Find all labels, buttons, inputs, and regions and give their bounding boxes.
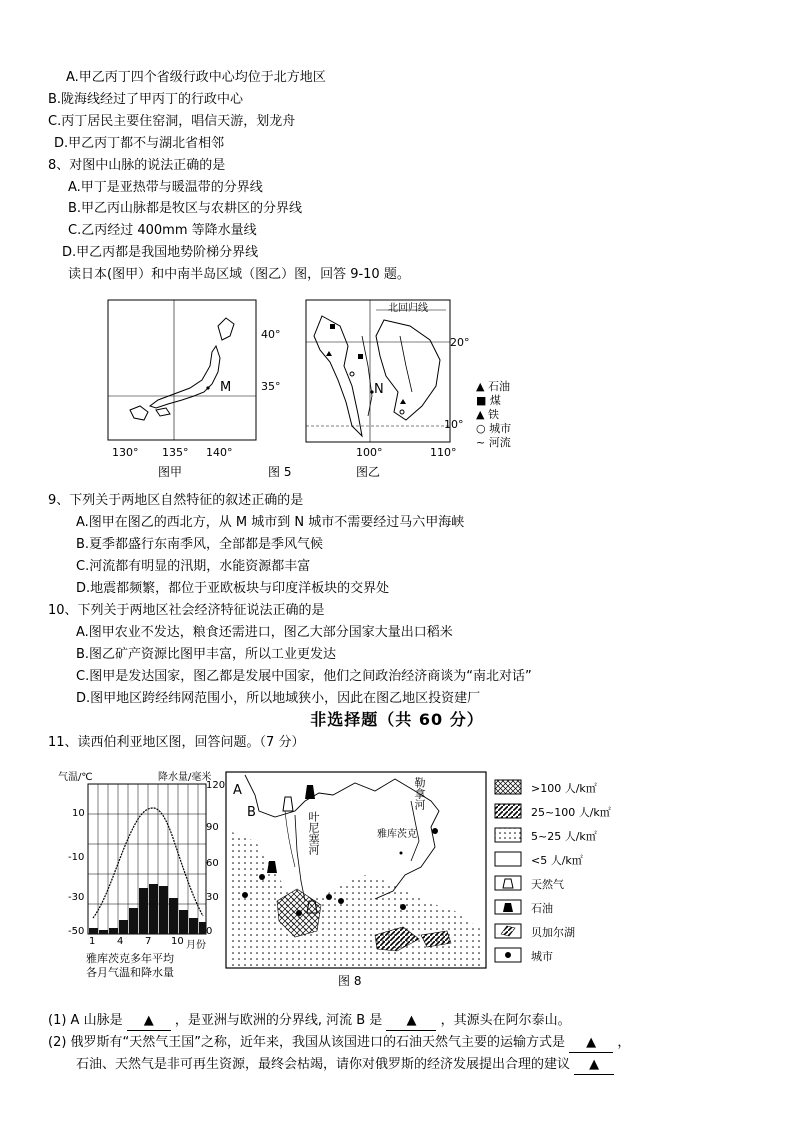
legend-river-label: 河流 [488,436,511,449]
legend-city: ○ 城市 [476,422,512,435]
q11-part2-line2 [76,1056,614,1075]
climate-x-tick-10: 10 [171,936,184,947]
q8-stem: 8、对图中山脉的说法正确的是 [48,158,226,173]
map-a-lon-135: 135° [162,446,189,459]
city-yakutsk-label: 雅库茨克 [377,829,417,840]
map-a-lat-40: 40° [261,328,281,341]
climate-right-tick-30: 30 [206,892,219,903]
climate-right-axis-title: 降水量/毫米 [158,772,212,783]
river-lena-label: 勒拿河 [413,777,426,810]
intro-9-10: 读日本(图甲）和中南半岛区域（图乙）图，回答 9-10 题。 [68,267,410,282]
siberia-map [225,771,489,971]
climate-left-axis-title: 气温/℃ [58,772,93,783]
fig8-caption: 图 8 [338,974,362,988]
legend-natural-gas: 天然气 [531,878,564,891]
legend-density-100: >100 人/k㎡ [531,782,597,795]
q11-part2-post: ， [617,1035,631,1050]
answer-mark: ▲ [406,1013,417,1028]
legend-baikal: 贝加尔湖 [531,926,575,939]
q11-part2-blank-a[interactable] [569,1034,613,1053]
legend-river: ~ 河流 [476,436,511,449]
climate-caption-1: 雅库茨克多年平均 [86,952,174,965]
q10-stem: 10、下列关于两地区社会经济特征说法正确的是 [48,603,325,618]
figure-5 [100,296,520,482]
climate-x-tick-4: 4 [117,936,124,947]
q10-option-c: C.图甲是发达国家，图乙都是发展中国家，他们之间政治经济商谈为“南北对话” [76,669,532,684]
map-b-lon-100: 100° [356,446,383,459]
map-a-lat-35: 35° [261,380,281,393]
legend-density-25-100: 25~100 人/k㎡ [531,806,611,819]
q8-option-a: A.甲丁是亚热带与暖温带的分界线 [68,180,263,195]
q11-part1-mid: ，是亚洲与欧洲的分界线, 河流 B 是 [174,1013,383,1028]
legend-city-8: 城市 [531,950,553,963]
q10-option-d: D.图甲地区跨经纬网范围小，所以地域狭小，因此在图乙地区投资建厂 [76,691,481,706]
legend-coal-label: 煤 [489,394,501,407]
climate-chart [58,768,226,979]
q10-option-a: A.图甲农业不发达，粮食还需进口，图乙大部分国家大量出口稻米 [76,625,453,640]
fig5-caption-b: 图乙 [356,465,381,479]
map-b-lon-110: 110° [430,446,457,459]
q11-part2-line2-text: 石油、天然气是非可再生资源，最终会枯竭，请你对俄罗斯的经济发展提出合理的建议 [76,1057,571,1072]
answer-mark: ▲ [143,1013,154,1028]
q7-option-b: B.陇海线经过了甲丙丁的行政中心 [48,92,244,107]
q7-option-c: C.丙丁居民主要住窑洞，唱信天游，划龙舟 [48,114,296,129]
climate-left-tick-10: 10 [72,808,85,819]
fig5-caption-mid: 图 5 [268,465,292,479]
river-yenisei-label: 叶尼塞河 [307,811,320,855]
q11-part1-post: ，其源头在阿尔泰山。 [440,1013,571,1028]
map8-legend-swatches [493,776,527,966]
q11-part1-blank-a[interactable] [127,1012,171,1031]
map-a-lon-130: 130° [112,446,139,459]
legend-oil-8: 石油 [531,902,553,915]
legend-density-5-25: 5~25 人/k㎡ [531,830,597,843]
climate-right-tick-0: 0 [206,926,213,937]
climate-right-tick-60: 60 [206,858,219,869]
q10-option-b: B.图乙矿产资源比图甲丰富，所以工业更发达 [76,647,337,662]
map-label-b: B [247,805,256,820]
q9-option-a: A.图甲在图乙的西北方，从 M 城市到 N 城市不需要经过马六甲海峡 [76,515,465,530]
map-b-lat-20: 20° [450,336,470,349]
legend-oil-label: 石油 [487,380,510,393]
q8-option-b: B.甲乙丙山脉都是牧区与农耕区的分界线 [68,201,303,216]
climate-left-tick-m10: -10 [68,852,85,863]
climate-x-tick-7: 7 [145,936,152,947]
q11-part2-pre: (2) 俄罗斯有“天然气王国”之称，近年来，我国从该国进口的石油天然气主要的运输方式是 [48,1035,566,1050]
answer-mark: ▲ [586,1035,597,1050]
map-a-lon-140: 140° [206,446,233,459]
climate-left-tick-m50: -50 [68,926,85,937]
section-title: 非选择题（共 60 分） [310,710,484,729]
climate-x-unit: 月份 [186,940,206,951]
legend-density-5: <5 人/k㎡ [531,854,583,867]
q11-part1-pre: (1) A 山脉是 [48,1013,123,1028]
q9-option-c: C.河流都有明显的汛期，水能资源都丰富 [76,559,311,574]
q7-option-d: D.甲乙丙丁都不与湖北省相邻 [54,136,225,151]
q11-part1-blank-b[interactable] [386,1012,436,1031]
q9-stem: 9、下列关于两地区自然特征的叙述正确的是 [48,493,304,508]
legend-city-label: 城市 [489,422,512,435]
legend-iron: ▲ 铁 [476,408,499,421]
legend-iron-label: 铁 [487,408,499,421]
map-b-marker-n: N [374,382,384,397]
climate-right-tick-90: 90 [206,822,219,833]
q8-option-d: D.甲乙丙都是我国地势阶梯分界线 [62,245,259,260]
climate-caption-2: 各月气温和降水量 [86,966,174,979]
q7-option-a: A.甲乙丙丁四个省级行政中心均位于北方地区 [66,70,326,85]
q11-part2-blank-b[interactable] [574,1056,614,1075]
map-b-lat-10: 10° [444,418,464,431]
map-b-tropic-label: 北回归线 [388,303,428,314]
climate-left-tick-m30: -30 [68,892,85,903]
legend-oil: ▲ 石油 [476,380,510,393]
climate-x-tick-1: 1 [89,936,96,947]
fig5-caption-a: 图甲 [158,465,183,479]
answer-mark: ▲ [589,1057,600,1072]
q11-part2-line1 [48,1034,630,1053]
climate-right-tick-120: 120 [206,780,226,791]
q8-option-c: C.乙丙经过 400mm 等降水量线 [68,223,257,238]
q9-option-b: B.夏季都盛行东南季风，全部都是季风气候 [76,537,324,552]
map8-legend [493,776,623,966]
q9-option-d: D.地震都频繁，都位于亚欧板块与印度洋板块的交界处 [76,581,390,596]
map-a-marker-m: M [220,380,232,395]
q11-stem: 11、读西伯利亚地区图，回答问题。（7 分） [48,735,305,750]
q11-part1 [48,1012,571,1031]
siberia-map-svg [225,771,489,971]
legend-coal: ■ 煤 [476,394,501,407]
map-label-a: A [233,783,242,798]
